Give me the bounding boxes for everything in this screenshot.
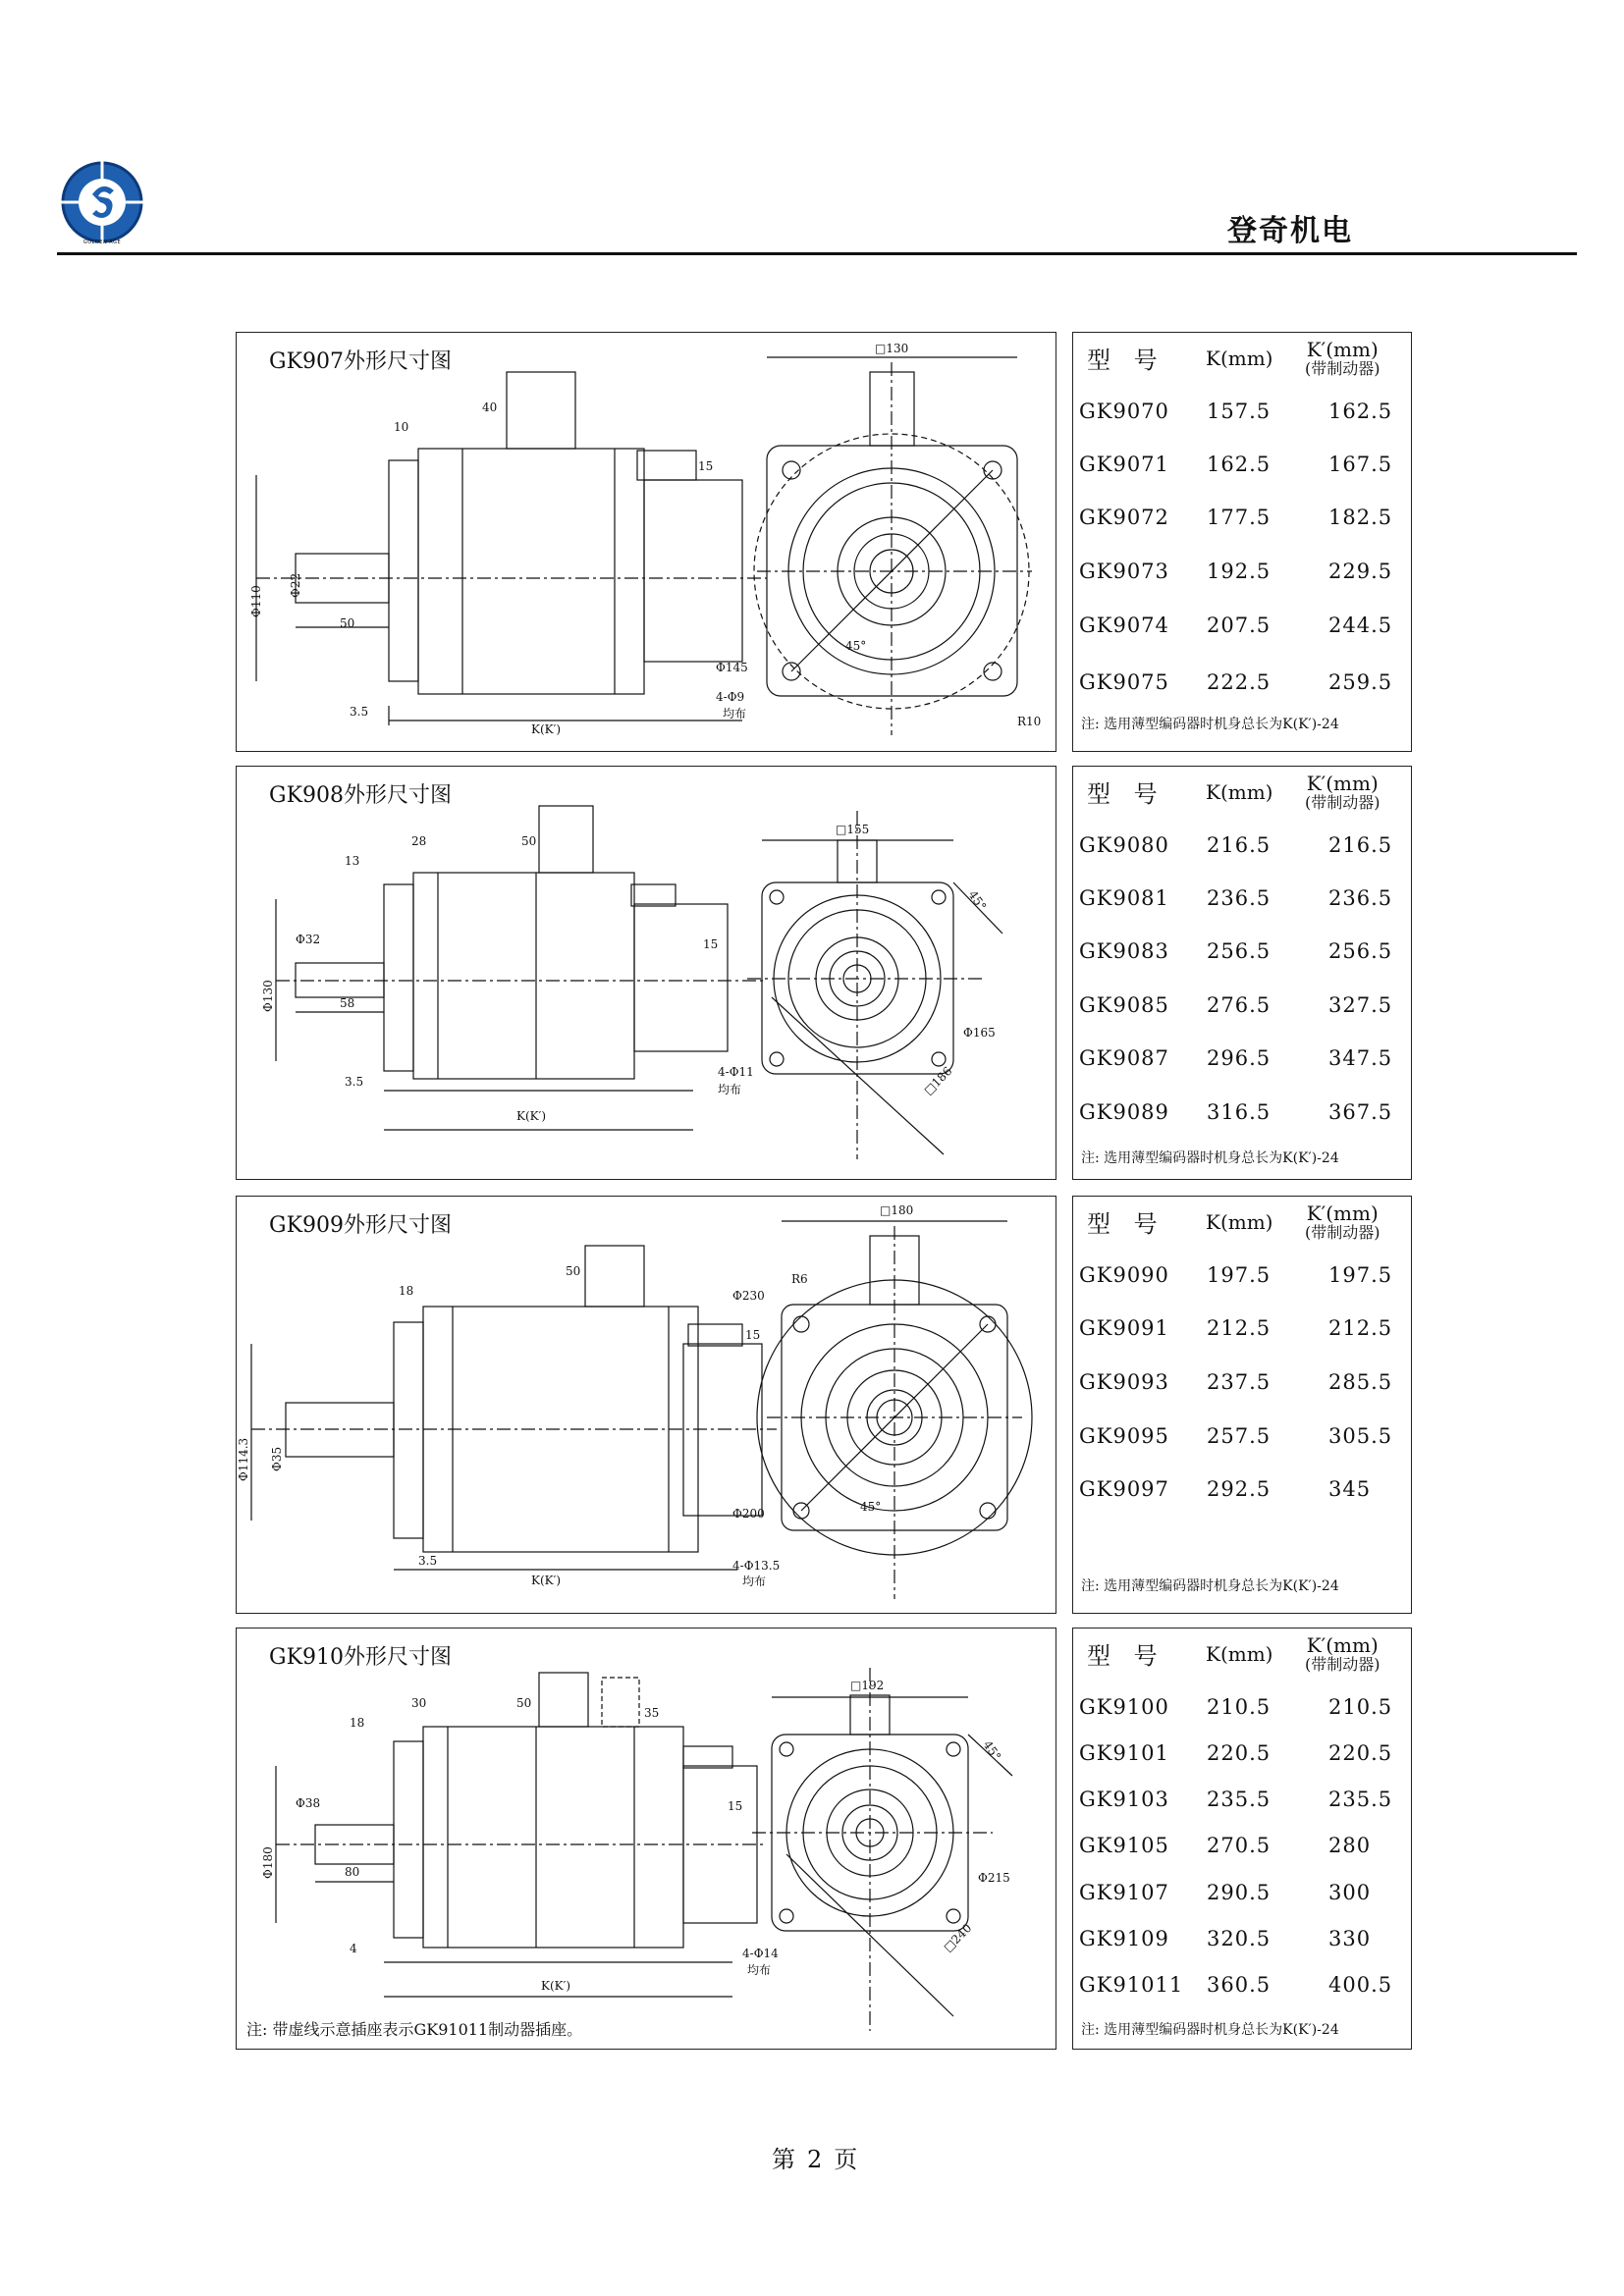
- dim-k: K(K′): [531, 1574, 562, 1587]
- drawing-note: 注: 带虚线示意插座表示GK91011制动器插座。: [246, 2020, 583, 2039]
- drawing-gk908: [236, 766, 1056, 1180]
- dim-k: K(K′): [516, 1109, 547, 1123]
- gk907-outline-drawing: [237, 333, 1057, 753]
- dim-shaft-len: 58: [340, 996, 355, 1010]
- drawing-gk907: [236, 332, 1056, 752]
- table-row: GK9070 157.5 162.5: [1079, 400, 1393, 423]
- table-row: GK9085 276.5 327.5: [1079, 993, 1393, 1017]
- dim-k: K(K′): [541, 1979, 571, 1993]
- header-kp: K′(mm) (带制动器): [1305, 338, 1380, 378]
- drawing-title: GK910外形尺寸图: [269, 1645, 453, 1670]
- dim-flange: 10: [394, 420, 409, 434]
- table-row: GK9083 256.5 256.5: [1079, 939, 1393, 963]
- spec-table-gk907: [1072, 332, 1412, 752]
- dim-angle: 45°: [860, 1500, 882, 1514]
- header-kp: K′(mm) (带制动器): [1305, 1633, 1380, 1674]
- dim-holes: 4-Φ13.5: [732, 1559, 781, 1573]
- dim-angle: 45°: [845, 639, 867, 653]
- table-row: GK9100 210.5 210.5: [1079, 1695, 1393, 1719]
- dim-d1: Φ110: [249, 585, 263, 617]
- dim-step: 3.5: [350, 705, 369, 719]
- dim-shaft-len: 80: [345, 1865, 360, 1879]
- header-model: 型 号: [1087, 1210, 1165, 1238]
- dim-flange: 18: [399, 1284, 414, 1298]
- table-row: GK9075 222.5 259.5: [1079, 670, 1393, 694]
- header-k: K(mm): [1206, 780, 1273, 804]
- header-model: 型 号: [1087, 1642, 1165, 1670]
- dim-outer: Φ230: [732, 1289, 765, 1303]
- dim-d2: Φ32: [296, 933, 321, 946]
- table-row: GK9093 237.5 285.5: [1079, 1370, 1393, 1394]
- header-kp: K′(mm) (带制动器): [1305, 772, 1380, 812]
- dim-conn-h: 50: [566, 1264, 581, 1278]
- dim-d2: Φ38: [296, 1796, 321, 1810]
- drawing-gk910: [236, 1628, 1056, 2050]
- table-note: 注: 选用薄型编码器时机身总长为K(K′)-24: [1081, 1150, 1339, 1166]
- dim-radius: R6: [791, 1272, 808, 1286]
- table-row: GK9074 207.5 244.5: [1079, 614, 1393, 637]
- dim-shoulder: 18: [350, 1716, 365, 1730]
- table-row: GK9090 197.5 197.5: [1079, 1263, 1393, 1287]
- table-row: GK9097 292.5 345: [1079, 1477, 1372, 1501]
- dim-conn2-h: 15: [728, 1799, 743, 1813]
- dim-step: 3.5: [345, 1075, 364, 1089]
- dim-d1: Φ180: [261, 1846, 275, 1879]
- table-row: GK9071 162.5 167.5: [1079, 453, 1393, 476]
- dim-conn2-h: 15: [698, 459, 714, 473]
- dim-d2: Φ22: [289, 572, 302, 598]
- header-model: 型 号: [1087, 780, 1165, 808]
- table-row: GK9095 257.5 305.5: [1079, 1424, 1393, 1448]
- dim-bolt: Φ165: [963, 1026, 996, 1040]
- drawing-title: GK908外形尺寸图: [269, 783, 453, 808]
- dim-top: □130: [875, 342, 909, 355]
- table-row: GK9072 177.5 182.5: [1079, 506, 1393, 529]
- table-row: GK9107 290.5 300: [1079, 1881, 1372, 1904]
- drawing-title: GK909外形尺寸图: [269, 1213, 453, 1238]
- dim-d1: Φ114.3: [237, 1437, 250, 1481]
- dim-conn-h: 40: [482, 400, 498, 414]
- dim-step: 3.5: [418, 1554, 438, 1568]
- dim-bolt: Φ200: [732, 1507, 765, 1521]
- company-name: 登奇机电: [1227, 214, 1353, 248]
- header-k: K(mm): [1206, 1642, 1273, 1666]
- table-row: GK9103 235.5 235.5: [1079, 1788, 1393, 1811]
- dim-flange: 30: [411, 1696, 427, 1710]
- table-row: GK9101 220.5 220.5: [1079, 1741, 1393, 1765]
- gk908-outline-drawing: [237, 767, 1057, 1181]
- dim-top: □192: [850, 1679, 885, 1692]
- table-row: GK9080 216.5 216.5: [1079, 833, 1393, 857]
- dim-d2: Φ35: [270, 1446, 284, 1471]
- dim-shoulder: 13: [345, 854, 360, 868]
- dim-step: 4: [350, 1942, 357, 1955]
- header-k: K(mm): [1206, 347, 1273, 370]
- dim-holes: 4-Φ9: [716, 690, 745, 704]
- table-row: GK9081 236.5 236.5: [1079, 886, 1393, 910]
- table-row: GK9073 192.5 229.5: [1079, 560, 1393, 583]
- spec-table-gk908: [1072, 766, 1412, 1180]
- table-note: 注: 选用薄型编码器时机身总长为K(K′)-24: [1081, 1578, 1339, 1594]
- dim-holes: 4-Φ11: [718, 1065, 754, 1079]
- dim-radius: R10: [1017, 715, 1042, 728]
- header-model: 型 号: [1087, 347, 1165, 374]
- drawing-gk909: [236, 1196, 1056, 1614]
- gk909-outline-drawing: [237, 1197, 1057, 1615]
- table-row: GK9109 320.5 330: [1079, 1927, 1372, 1950]
- table-note: 注: 选用薄型编码器时机身总长为K(K′)-24: [1081, 717, 1339, 732]
- dim-diag: □186: [921, 1064, 955, 1098]
- dim-conn-h: 50: [516, 1696, 532, 1710]
- dim-k: K(K′): [531, 722, 562, 736]
- dim-conn2-h: 15: [703, 937, 719, 951]
- spec-table-gk910: [1072, 1628, 1412, 2050]
- table-note: 注: 选用薄型编码器时机身总长为K(K′)-24: [1081, 2022, 1339, 2038]
- dim-angle: 45°: [965, 887, 990, 914]
- dim-holes-note: 均布: [742, 1575, 767, 1588]
- table-row: GK9091 212.5 212.5: [1079, 1316, 1393, 1340]
- golden-age-logo-icon: [57, 157, 147, 247]
- header-k: K(mm): [1206, 1210, 1273, 1234]
- spec-table-gk909: [1072, 1196, 1412, 1614]
- header-divider: [57, 252, 1577, 255]
- page-number: 第 2 页: [772, 2146, 858, 2173]
- dim-angle: 45°: [980, 1737, 1004, 1764]
- table-row: GK9105 270.5 280: [1079, 1834, 1372, 1857]
- dim-holes-note: 均布: [718, 1083, 742, 1096]
- dim-holes-note: 均布: [747, 1963, 772, 1977]
- gk910-outline-drawing: [237, 1629, 1057, 2051]
- drawing-title: GK907外形尺寸图: [269, 349, 453, 374]
- dim-flange: 28: [411, 834, 427, 848]
- header-kp: K′(mm) (带制动器): [1305, 1201, 1380, 1242]
- dim-shaft-len: 50: [340, 616, 355, 630]
- dim-conn3-h: 35: [644, 1706, 660, 1720]
- dim-holes: 4-Φ14: [742, 1947, 779, 1960]
- dim-bolt: Φ145: [716, 661, 748, 674]
- dim-conn-h: 50: [521, 834, 537, 848]
- table-row: GK9087 296.5 347.5: [1079, 1046, 1393, 1070]
- dim-top: □180: [880, 1203, 914, 1217]
- dim-conn2-h: 15: [745, 1328, 761, 1342]
- dim-d1: Φ130: [261, 980, 275, 1012]
- dim-bolt: Φ215: [978, 1871, 1010, 1885]
- dim-holes-note: 均布: [723, 707, 747, 721]
- dim-top: □155: [836, 823, 870, 836]
- logo-text: GOLDEN AGE: [82, 240, 122, 245]
- dim-diag: □240: [941, 1921, 975, 1955]
- table-row: GK91011 360.5 400.5: [1079, 1973, 1393, 1997]
- table-row: GK9089 316.5 367.5: [1079, 1100, 1393, 1124]
